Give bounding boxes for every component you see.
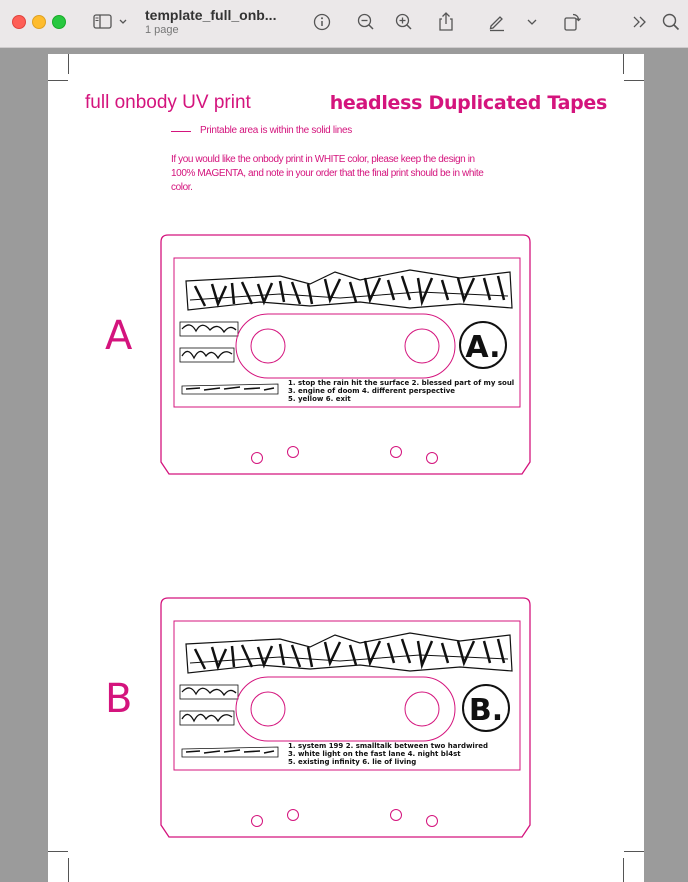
crop-mark	[624, 851, 644, 852]
zoom-out-icon	[356, 12, 376, 32]
graffiti-tag-art	[180, 322, 278, 394]
zoom-in-icon	[394, 12, 414, 32]
markup-menu-button[interactable]	[524, 10, 540, 34]
tracklist-b	[288, 742, 488, 766]
more-icon	[631, 13, 649, 31]
graffiti-title-art	[186, 270, 512, 310]
info-icon	[312, 12, 332, 32]
solid-line-legend	[171, 131, 191, 132]
crop-mark	[68, 54, 69, 74]
pdf-page	[48, 54, 644, 882]
pen-icon	[487, 12, 507, 32]
track-line: 1. system 199 2. smalltalk between two hardwired	[288, 742, 489, 750]
crop-mark	[624, 80, 644, 81]
track-line: 3. engine of doom 4. different perspective	[288, 387, 456, 395]
track-line: 5. yellow 6. exit	[288, 395, 351, 403]
side-badge: B.	[468, 693, 504, 728]
crop-mark	[68, 858, 69, 882]
track-line: 5. existing infinity 6. lie of living	[288, 758, 417, 766]
close-window-button[interactable]	[12, 15, 26, 29]
share-button[interactable]	[435, 10, 457, 34]
chevron-down-icon	[525, 15, 539, 29]
info-button[interactable]	[311, 10, 333, 34]
sidebar-icon	[92, 12, 130, 32]
rotate-button[interactable]	[561, 10, 583, 34]
rotate-icon	[562, 12, 582, 32]
minimize-window-button[interactable]	[32, 15, 46, 29]
print-instructions: If you would like the onbody print in WHITE color, please keep the design in 100% MAGENTA, and note in your order that the final print should be in white color.	[171, 154, 484, 193]
window-toolbar	[0, 0, 688, 48]
search-icon	[661, 12, 681, 32]
search-button[interactable]	[661, 10, 681, 34]
tracklist-a	[288, 379, 514, 403]
graffiti-title-art	[186, 633, 512, 673]
brand-logo: headless Duplicated Tapes	[329, 92, 607, 114]
crop-mark	[48, 80, 68, 81]
side-a-label: A	[105, 313, 133, 359]
sidebar-toggle-button[interactable]	[92, 10, 130, 34]
zoom-in-button[interactable]	[393, 10, 415, 34]
cassette-side-a	[160, 234, 531, 475]
graffiti-tag-art	[180, 685, 278, 757]
side-b-label: B	[105, 676, 133, 722]
cassette-template-a	[160, 234, 531, 475]
cassette-template-b	[160, 597, 531, 838]
track-line: 1. stop the rain hit the surface 2. blessed part of my soul	[288, 379, 515, 387]
side-badge: A.	[465, 330, 501, 365]
print-type-title: full onbody UV print	[85, 92, 251, 113]
document-title: template_full_onb...	[145, 7, 277, 23]
crop-mark	[48, 851, 68, 852]
track-line: 3. white light on the fast lane 4. night bl4st	[288, 750, 461, 758]
crop-mark	[623, 54, 624, 74]
legend-text: Printable area is within the solid lines	[200, 125, 352, 136]
page-count: 1 page	[145, 24, 179, 36]
cassette-side-b	[160, 597, 531, 838]
zoom-out-button[interactable]	[355, 10, 377, 34]
more-tools-button[interactable]	[630, 10, 650, 34]
share-icon	[436, 11, 456, 33]
crop-mark	[623, 858, 624, 882]
markup-button[interactable]	[486, 10, 508, 34]
zoom-window-button[interactable]	[52, 15, 66, 29]
